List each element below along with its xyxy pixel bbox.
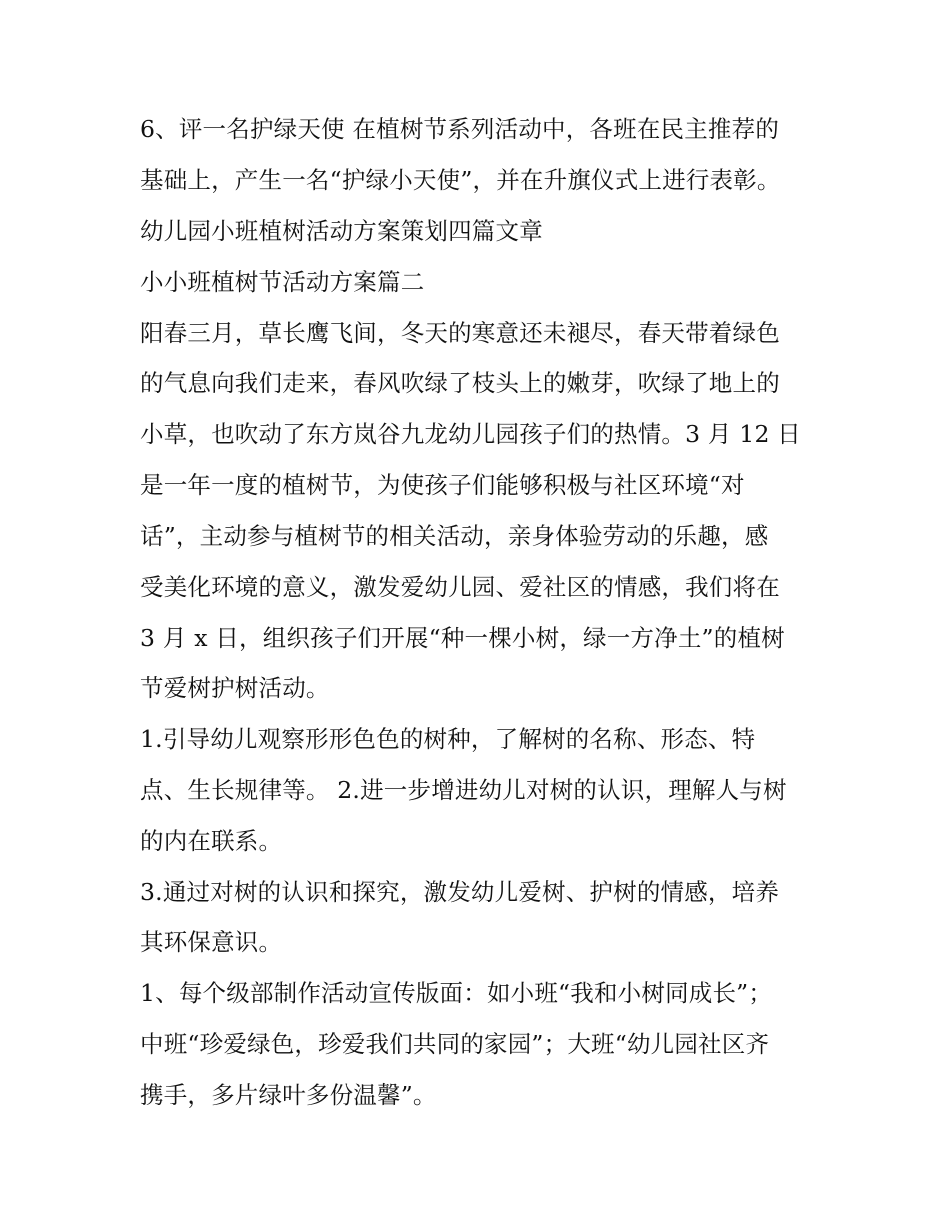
text-line: 基础上，产生一名“护绿小天使”，并在升旗仪式上进行表彰。: [140, 166, 781, 194]
text-line: 1、每个级部制作活动宣传版面：如小班“我和小树同成长”；: [140, 979, 773, 1007]
text-line: 1.引导幼儿观察形形色色的树种，了解树的名称、形态、特: [140, 725, 756, 753]
text-line: 的气息向我们走来，春风吹绿了枝头上的嫩芽，吹绿了地上的: [140, 369, 780, 397]
text-line: 3.通过对树的认识和探究，激发幼儿爱树、护树的情感，培养: [140, 878, 780, 906]
text-line: 携手，多片绿叶多份温馨”。: [140, 1081, 437, 1109]
section-heading: 幼儿园小班植树活动方案策划四篇文章: [140, 217, 543, 245]
text-line: 受美化环境的意义，激发爱幼儿园、爱社区的情感，我们将在: [140, 573, 780, 601]
text-line: 中班“珍爱绿色，珍爱我们共同的家园”；大班“幼儿园社区齐: [140, 1030, 770, 1058]
text-line: 阳春三月，草长鹰飞间，冬天的寒意还未褪尽，春天带着绿色: [140, 319, 780, 347]
text-line: 6、评一名护绿天使 在植树节系列活动中，各班在民主推荐的: [140, 115, 780, 143]
text-line: 的内在联系。: [140, 827, 283, 855]
text-line: 点、生长规律等。 2.进一步增进幼儿对树的认识，理解人与树: [140, 776, 787, 804]
section-subheading: 小小班植树节活动方案篇二: [140, 268, 425, 296]
text-line: 其环保意识。: [140, 928, 283, 956]
text-line: 话”，主动参与植树节的相关活动，亲身体验劳动的乐趣，感: [140, 522, 769, 550]
text-line: 是一年一度的植树节，为使孩子们能够积极与社区环境“对: [140, 471, 745, 499]
text-line: 小草，也吹动了东方岚谷九龙幼儿园孩子们的热情。3 月 12 日: [140, 420, 801, 448]
text-line: 3 月 x 日，组织孩子们开展“种一棵小树，绿一方净土”的植树: [140, 624, 785, 652]
text-line: 节爱树护树活动。: [140, 674, 330, 702]
